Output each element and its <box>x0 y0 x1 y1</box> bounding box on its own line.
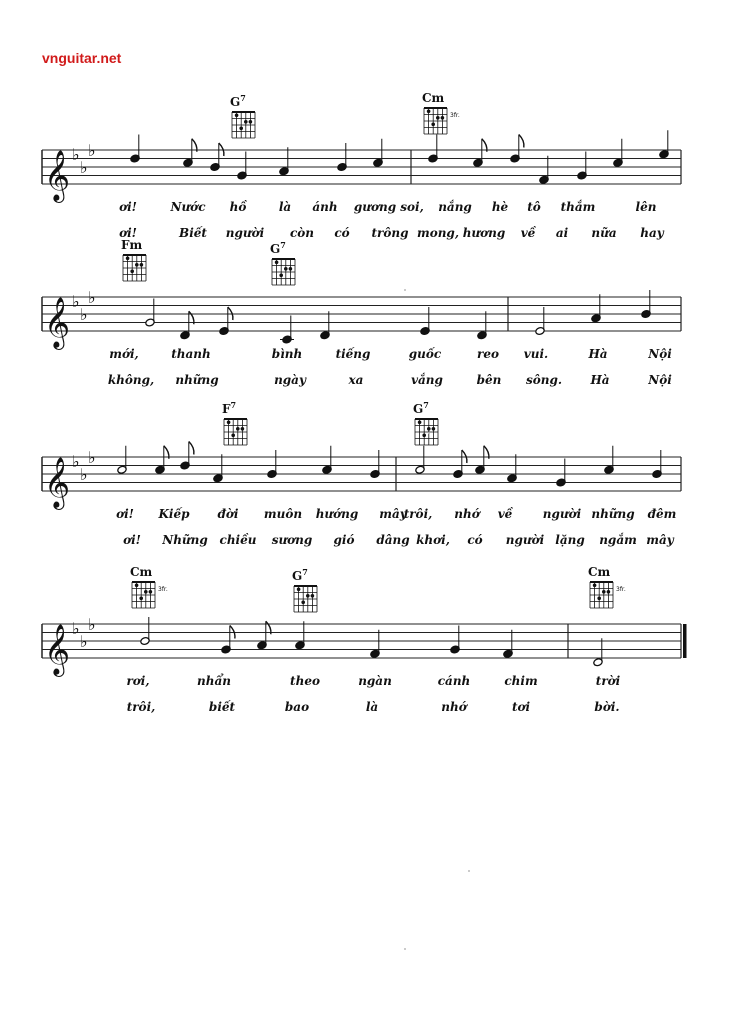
flat-icon: ♭ <box>88 447 96 467</box>
scan-speck <box>428 432 430 434</box>
lyric-syllable: khơi, <box>416 533 450 547</box>
flat-icon: ♭ <box>72 452 80 472</box>
chord-grid-icon <box>130 580 160 610</box>
flat-icon: ♭ <box>80 464 88 484</box>
lyric-syllable: biết <box>208 700 236 714</box>
lyric-syllable: Biết <box>179 226 207 240</box>
note <box>295 621 305 649</box>
lyric-syllable: lên <box>635 200 657 214</box>
lyric-syllable: Kiếp <box>158 507 190 521</box>
lyric-syllable: nhẩn <box>197 674 231 688</box>
flat-icon: ♭ <box>80 631 88 651</box>
lyric-syllable: có <box>334 226 350 240</box>
lyric-syllable: là <box>278 200 292 214</box>
lyric-syllable: đời <box>217 507 239 521</box>
chord-grid-icon <box>292 584 322 614</box>
note <box>140 617 150 645</box>
lyric-syllable: tơi <box>511 700 531 714</box>
chord-extension: 7 <box>423 400 429 410</box>
note <box>257 621 271 649</box>
lyric-syllable: mây <box>379 507 407 521</box>
lyric-syllable: xa <box>348 373 364 387</box>
lyric-syllable: có <box>467 533 483 547</box>
lyric-syllable: vui. <box>523 347 549 361</box>
chord-name: Cm <box>422 91 445 105</box>
scan-speck <box>404 948 406 950</box>
lyric-syllable: soi, <box>400 200 424 214</box>
lyric-syllable: chiều <box>219 533 257 547</box>
chord-diagram <box>588 565 626 610</box>
treble-clef-icon: 𝄞 <box>44 150 71 201</box>
lyric-syllable: gương <box>353 200 397 214</box>
lyric-syllable: ai <box>555 226 569 240</box>
fret-position: 3fr. <box>158 586 168 593</box>
chord-diagram <box>292 566 322 614</box>
chord-name: $G^7$ <box>292 567 308 583</box>
lyric-syllable: theo <box>290 674 320 688</box>
note <box>503 630 513 658</box>
lyric-syllable: mây <box>646 533 674 547</box>
lyric-syllable: mới, <box>109 347 139 361</box>
lyric-syllable: trôi, <box>403 507 433 521</box>
lyric-syllable: Nội <box>648 347 672 361</box>
flat-icon: ♭ <box>80 157 88 177</box>
lyric-syllable: hè <box>491 200 509 214</box>
lyric-syllable: ngày <box>274 373 306 387</box>
lyric-syllable: Hà <box>590 373 610 387</box>
lyric-syllable: vắng <box>411 373 443 387</box>
lyric-syllable: ơi! <box>119 226 137 240</box>
lyric-syllable: còn <box>289 226 315 240</box>
chord-name: $G^7$ <box>270 240 286 256</box>
site-watermark[interactable]: vnguitar.net <box>42 50 122 66</box>
lyric-syllable: những <box>175 373 219 387</box>
flat-icon: ♭ <box>72 145 80 165</box>
lyric-syllable: về <box>497 507 513 521</box>
chord-name: Cm <box>588 565 611 579</box>
chord-extension: 7 <box>230 400 237 410</box>
lyric-syllable: sông. <box>525 373 563 387</box>
lyric-syllable: rơi, <box>126 674 150 688</box>
flat-icon: ♭ <box>80 304 88 324</box>
lyric-syllable: trời <box>595 674 621 688</box>
lyric-syllable: reo <box>477 347 499 361</box>
lyric-syllable: ơi! <box>119 200 137 214</box>
lyric-syllable: là <box>365 700 379 714</box>
lyric-syllable: ơi! <box>116 507 134 521</box>
note <box>450 626 460 654</box>
fret-position: 3fr. <box>616 586 626 593</box>
lyric-syllable: trôi, <box>126 700 156 714</box>
lyric-syllable: ngắm <box>599 533 637 547</box>
chord-name: $G^7$ <box>230 93 246 109</box>
treble-clef-icon: 𝄞 <box>44 297 71 348</box>
chord-grid-icon <box>588 580 618 610</box>
lyric-syllable: đêm <box>647 507 677 521</box>
lyric-syllable: trông <box>371 226 409 240</box>
treble-clef-icon: 𝄞 <box>44 457 71 508</box>
lyric-syllable: nhớ <box>454 507 480 521</box>
final-barline <box>683 624 687 658</box>
chord-name: Fm <box>121 238 143 252</box>
chord-name: Cm <box>130 565 153 579</box>
lyric-syllable: người <box>542 507 582 521</box>
chord-extension: 7 <box>302 567 308 577</box>
scan-speck <box>404 289 406 291</box>
lyric-syllable: chim <box>504 674 538 688</box>
lyric-syllable: muôn <box>263 507 303 521</box>
fret-position: 3fr. <box>450 112 460 119</box>
flat-icon: ♭ <box>88 614 96 634</box>
flat-icon: ♭ <box>88 287 96 307</box>
lyric-syllable: không, <box>107 373 155 387</box>
lyric-syllable: những <box>591 507 635 521</box>
lyric-syllable: về <box>520 226 536 240</box>
chord-diagram <box>130 565 168 610</box>
lyric-syllable: mong, <box>417 226 459 240</box>
note <box>370 630 380 658</box>
lyric-syllable: nữa <box>591 226 617 240</box>
lyric-syllable: hay <box>640 226 664 240</box>
lyric-syllable: lặng <box>555 533 585 547</box>
flat-icon: ♭ <box>88 140 96 160</box>
treble-clef-icon: 𝄞 <box>44 624 71 675</box>
lyric-syllable: tô <box>527 200 541 214</box>
lyric-syllable: ánh <box>312 200 338 214</box>
lyric-syllable: dâng <box>376 533 410 547</box>
lyric-syllable: ngàn <box>358 674 392 688</box>
lyric-syllable: người <box>225 226 265 240</box>
note <box>593 638 603 666</box>
flat-icon: ♭ <box>72 292 80 312</box>
flat-icon: ♭ <box>72 619 80 639</box>
chord-extension: 7 <box>280 240 286 250</box>
lyric-syllable: Hà <box>588 347 608 361</box>
lyric-syllable: thanh <box>171 347 211 361</box>
lyric-syllable: bình <box>271 347 303 361</box>
lyric-syllable: nắng <box>438 200 472 214</box>
lyric-syllable: bao <box>284 700 310 714</box>
lyric-syllable: cánh <box>437 674 471 688</box>
lyric-syllable: sương <box>271 533 313 547</box>
chord-name: $F^7$ <box>222 400 237 416</box>
lyric-syllable: hướng <box>315 507 359 521</box>
lyric-syllable: Nội <box>648 373 672 387</box>
lyric-syllable: guốc <box>408 347 442 361</box>
lyric-syllable: ơi! <box>123 533 141 547</box>
chord-extension: 7 <box>240 93 246 103</box>
lyric-syllable: hương <box>462 226 506 240</box>
lyric-syllable: tiếng <box>335 347 371 361</box>
lyric-syllable: nhớ <box>441 700 467 714</box>
lyric-syllable: người <box>505 533 545 547</box>
chord-name: $G^7$ <box>413 400 429 416</box>
lyric-syllable: thắm <box>560 200 596 214</box>
lyric-syllable: bời. <box>594 700 620 714</box>
lyric-syllable: Những <box>162 533 208 547</box>
lyric-syllable: hồ <box>229 200 247 214</box>
lyric-syllable: gió <box>333 533 355 547</box>
lyric-syllable: bên <box>476 373 502 387</box>
scan-speck <box>468 870 470 872</box>
lyric-syllable: Nước <box>170 200 206 214</box>
